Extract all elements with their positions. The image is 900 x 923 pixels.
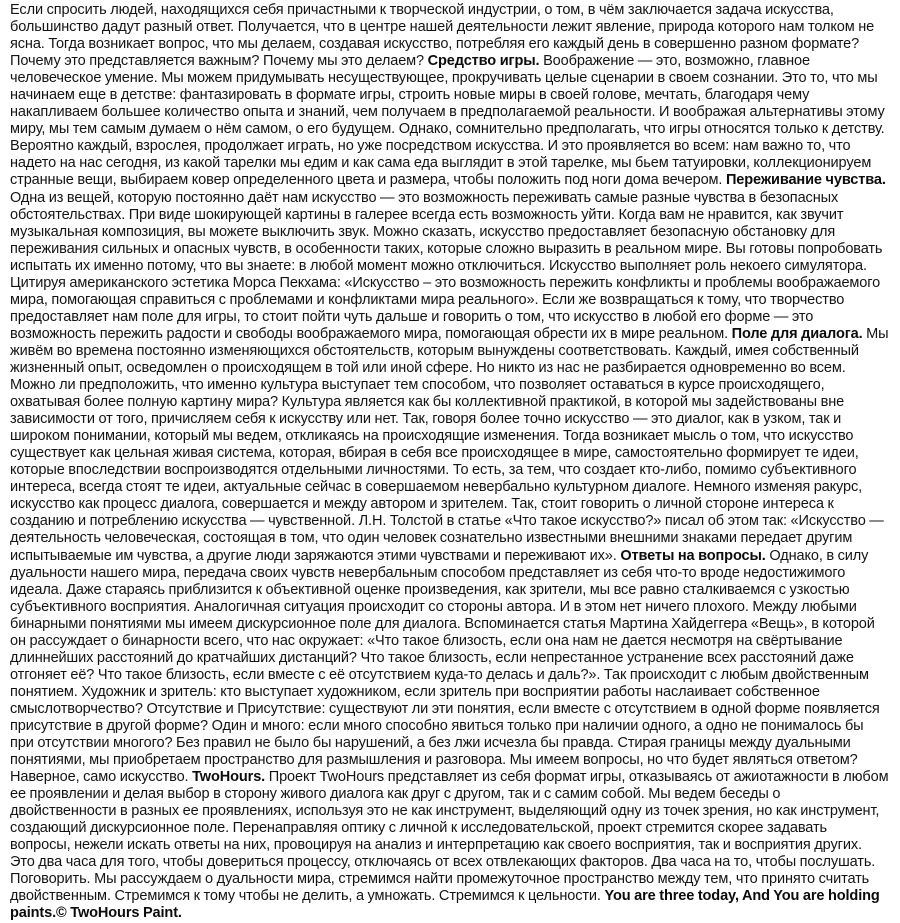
paragraph-dialogue: Мы живём во времена постоянно изменяющихся обстоятельств, которым вынуждены соответствовать. Каждый, имея собственный жизненный опыт, осведомлен о происходящем в той или иной сфере. Но никто из нас не разбирается одновременно во всем. Можно ли предположить, что именно культура выступает тем способом, что позволяет оставаться в курсе происходящего, охватывая более полную картину мира? Культура является как бы коллективной практикой, в которой мы задействованы вне зависимости от того, причисляем себя к искусству или нет. Так, говоря более точно искусство — это диалог, как в узком, так и широком понимании, который мы ведем, откликаясь на происходящие изменения. Тогда возникает мысль о том, что искусство существует как цельная живая система, которая, вбирая в себя все происходящее в мире, самостоятельно формирует те идеи, которые впоследствии воспроизводятся отдельными личностями. То есть, за тем, что создает кто-либо, помимо субъективного интереса, всегда стоят те идеи, актуальные сейчас в совершаемом невербально культурном диалоге. Немного изменяя ракурс, искусство как процесс диалога, совершается и между автором и зрителем. Так, стоит говорить о личной стороне интереса к созданию и потреблению искусства — чувственной. Л.Н. Толстой в статье «Что такое искусство?» писал об этом так: «Искусство — деятельность человеческая, состоящая в том, что один человек сознательно известными внешними знаками передает другим испытываемые им чувства, а другие люди заряжаются этими чувствами и переживают их». bbox=[10, 325, 889, 564]
paragraph-feelings: Одна из вещей, которую постоянно даёт нам искусство — это возможность переживать самые разные чувства в безопасных обстоятельствах. При виде шокирующей картины в галерее всегда есть возможность уйти. Когда вам не нравится, как звучит музыкальная композиция, вы можете выключить звук. Можно сказать, искусство предоставляет безопасную обстановку для переживания сильных и опасных чувств, в особенности таких, которые сложно выразить в реальном мире. Вы готовы попробовать испытать их именно потому, что вы знаете: в любой момент можно отключиться. Искусство выполняет роль некоего симулятора. Цитируя американского эстетика Морса Пекхама: «Искусство – это возможность пережить конфликты и проблемы воображаемого мира, помогающая справиться с проблемами и конфликтами мира реального». Если же возвращаться к тому, что творчество предоставляет нам поле для игры, то стоит пойти чуть дальше и говорить о том, что искусство в любой его форме — это возможность пережить радости и свободы воображаемого мира, помогающая обрести их в мире реальном. bbox=[10, 189, 883, 342]
section-heading-game: Средство игры. bbox=[427, 53, 540, 70]
section-heading-dialogue: Поле для диалога. bbox=[731, 325, 863, 342]
intro-paragraph: Если спросить людей, находящихся себя причастными к творческой индустрии, о том, в чём заключается задача искусства, большинство дадут разный ответ. Получается, что в центре нашей деятельности лежит явление, природа которого нам толком не ясна. Тогда возникает вопрос, что мы делаем, создавая искусство, потребляя его каждый день в совершенно разном формате? Почему это представляется важным? Почему мы это делаем? bbox=[10, 2, 875, 70]
article-text bbox=[10, 2, 890, 923]
section-heading-answers: Ответы на вопросы. bbox=[620, 547, 766, 564]
paragraph-twohours: Проект TwoHours представляет из себя формат игры, отказываясь от ажиотажности в любом ее проявлении и делая выбор в сторону живого диалога как друг с другом, так и с самим собой. Мы ведем беседы о двойственности в разных ее проявлениях, используя это не как инструмент, выделяющий одну из точек зрения, но как инструмент, создающий дискурсионное поле. Перенаправляя оптику с личной к исследовательской, проект стремится скорее задавать вопросы, нежели искать ответы на них, провоцируя на анализ и интерпретацию как своего восприятия, так и восприятия других. Это два часа для того, чтобы довериться процессу, отключаясь от всех отвлекающих факторов. Два часа на то, чтобы послушать. Поговорить. Мы рассуждаем о дуальности мира, стремимся найти промежуточное пространство между тем, что принято считать двойственным. Стремимся к тому чтобы не делить, а умножать. Стремимся к цельности. bbox=[10, 769, 889, 905]
section-heading-twohours: TwoHours. bbox=[192, 769, 266, 786]
paragraph-answers: Однако, в силу дуальности нашего мира, передача своих чувств невербальным способом представляет из себя что-то вроде недостижимого идеала. Даже стараясь приблизится к объективной оценке произведения, как зрители, мы все равно сталкиваемся с узкостью субъективного восприятия. Аналогичная ситуация происходит со стороны автора. И в этом нет ничего плохого. Между любыми бинарными понятиями мы имеем дискурсионное поле для диалога. Вспоминается статья Мартина Хайдеггера «Вещь», в которой он рассуждает о бинарности всего, что нас окружает: «Что такое близость, если она нам не дается несмотря на свёртывание длиннейших расстояний до кратчайших дистанций? Что такое близость, если непрестанное устранение всех расстояний даже отгоняет её? Что такое близость, если вместе с её отсутствием куда-то делась и даль?». Так происходит с любым двойственным понятием. Художник и зритель: кто выступает художником, если зритель при восприятии работы наслаивает собственное смыслотворчество? Отсутствие и Присутствие: существуют ли эти понятия, если вместе с отсутствием в одной форме появляется присутствие в другой форме? Один и много: если много способно явиться только при наличии одного, а одно не понималось бы при отсутствии многого? Без правил не было бы нарушений, а без лжи исчезла бы правда. Стирая границы между дуальными понятиями, мы приобретаем пространство для размышления и разговора. Мы имеем вопросы, но что будет являться ответом? Наверное, само искусство. bbox=[10, 547, 880, 786]
closing-statement: You are three today, And You are holding paints.© TwoHours Paint. bbox=[10, 888, 880, 922]
section-heading-feelings: Переживание чувства. bbox=[725, 172, 886, 189]
paragraph-game: Воображение — это, возможно, главное человеческое умение. Мы можем придумывать несуществующее, прокручивать целые сценарии в своем сознании. Это то, что мы начинаем еще в детстве: фантазировать в формате игры, строить новые миры в своей голове, мечтать, благодаря чему накапливаем большее количество опыта и знаний, чем получаем в предполагаемой реальности. И воображая альтернативы этому миру, мы тем самым думаем о нём самом, о его будущем. Однако, сомнительно предполагать, что игры относятся только к детству. Вероятно каждый, взрослея, продолжает играть, но уже посредством искусства. И это проявляется во всем: нам важно то, что надето на нас сегодня, из какой тарелки мы едим и как сама еда выглядит в этой тарелке, мы бьем татуировки, коллекционируем странные вещи, выбираем ковер определенного цвета и размера, чтобы положить под ноги дома вечером. bbox=[10, 53, 885, 189]
